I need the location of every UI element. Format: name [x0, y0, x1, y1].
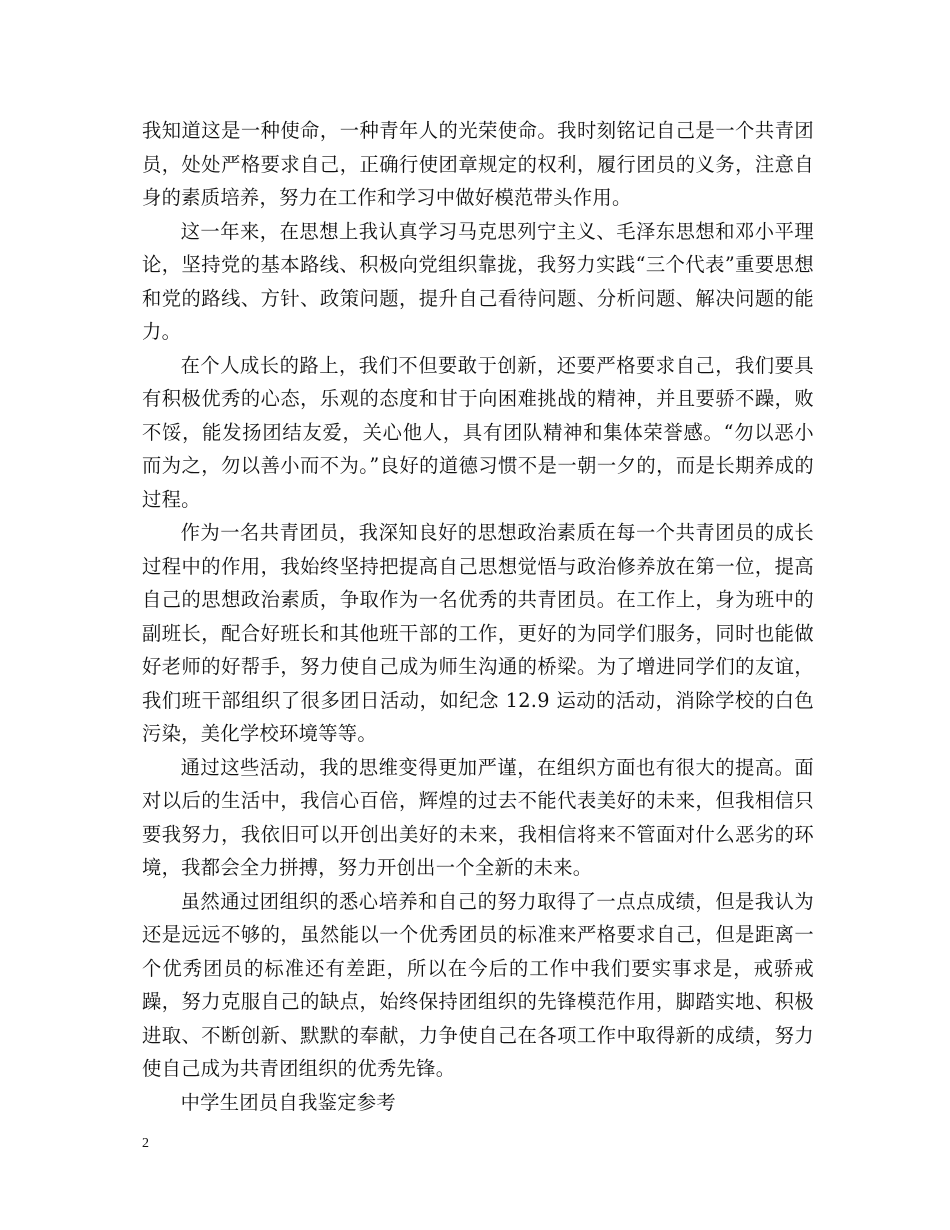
page-number: 2 — [142, 1136, 149, 1151]
paragraph-1: 我知道这是一种使命，一种青年人的光荣使命。我时刻铭记自己是一个共青团员，处处严格要求自己，正确行使团章规定的权利，履行团员的义务，注意自身的素质培养，努力在工作和学习中做好模范带头作用。 — [142, 119, 814, 209]
paragraph-2: 这一年来，在思想上我认真学习马克思列宁主义、毛泽东思想和邓小平理论，坚持党的基本路线、积极向党组织靠拢，我努力实践“三个代表”重要思想和党的路线、方针、政策问题，提升自己看待问题、分析问题、解决问题的能力。 — [142, 219, 814, 343]
section-heading: 中学生团员自我鉴定参考 — [180, 1090, 396, 1114]
paragraph-6: 虽然通过团组织的悉心培养和自己的努力取得了一点点成绩，但是我认为还是远远不够的，虽然能以一个优秀团员的标准来严格要求自己，但是距离一个优秀团员的标准还有差距，所以在今后的工作中我们要实事求是，戒骄戒躁，努力克服自己的缺点，始终保持团组织的先锋模范作用，脚踏实地、积极进取、不断创新、默默的奉献，力争使自己在各项工作中取得新的成绩，努力使自己成为共青团组织的优秀先锋。 — [142, 889, 814, 1080]
paragraph-3: 在个人成长的路上，我们不但要敢于创新，还要严格要求自己，我们要具有积极优秀的心态，乐观的态度和甘于向困难挑战的精神，并且要骄不躁，败不馁，能发扬团结友爱，关心他人，具有团队精神和集体荣誉感。“勿以恶小而为之，勿以善小而不为。”良好的道德习惯不是一朝一夕的，而是长期养成的过程。 — [142, 353, 814, 511]
paragraph-4: 作为一名共青团员，我深知良好的思想政治素质在每一个共青团员的成长过程中的作用，我始终坚持把提高自己思想觉悟与政治修养放在第一位，提高自己的思想政治素质，争取作为一名优秀的共青团员。在工作上，身为班中的副班长，配合好班长和其他班干部的工作，更好的为同学们服务，同时也能做好老师的好帮手，努力使自己成为师生沟通的桥梁。为了增进同学们的友谊，我们班干部组织了很多团日活动，如纪念 12.9 运动的活动，消除学校的白色污染，美化学校环境等等。 — [142, 521, 814, 745]
document-body — [142, 114, 814, 1119]
paragraph-5: 通过这些活动，我的思维变得更加严谨，在组织方面也有很大的提高。面对以后的生活中，我信心百倍，辉煌的过去不能代表美好的未来，但我相信只要我努力，我依旧可以开创出美好的未来，我相信将来不管面对什么恶劣的环境，我都会全力拼搏，努力开创出一个全新的未来。 — [142, 755, 814, 879]
